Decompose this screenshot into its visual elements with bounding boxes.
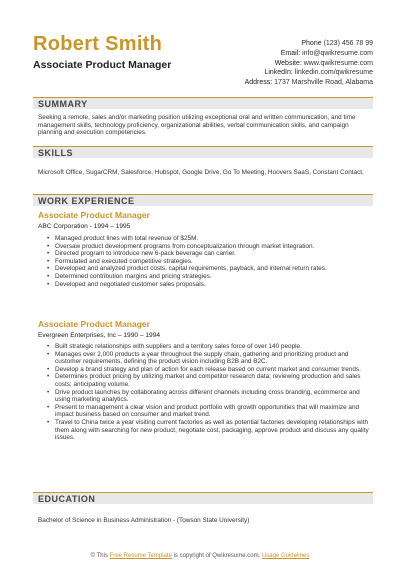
list-item: • Oversaw product development programs from conceptualization through market integration. <box>47 243 369 251</box>
list-item: • Formulated and executed competitive strategies. <box>47 258 369 266</box>
job-1-bullets <box>47 235 369 288</box>
job-2-title: Associate Product Manager <box>38 319 150 329</box>
list-item: • Built strategic relationships with suppliers and a territory sales force of over 140 people. <box>47 343 369 351</box>
skills-heading: SKILLS <box>38 148 74 158</box>
resume-header <box>33 33 373 87</box>
candidate-role: Associate Product Manager <box>33 59 172 71</box>
experience-section-header <box>33 194 373 206</box>
job-2-meta: Evergreen Enterprises, Inc – 1990 – 1994 <box>38 332 161 339</box>
job-1-title: Associate Product Manager <box>38 210 150 220</box>
list-item: • Determines product pricing by utilizing market and competitor research data; reviewing production and sales costs; anticipating volume. <box>47 373 369 388</box>
list-item: • Determined contribution margins and pricing strategies. <box>47 273 369 281</box>
list-item: • Present to management a clear vision and product portfolio with growth opportunities that will maximize and impact business based on consumer and market trend. <box>47 404 369 419</box>
skills-text: Microsoft Office, SugarCRM, Salesforce, Hubspot, Google Drive, Go To Meeting, Hoovers SaaS, Constant Contact. <box>38 169 364 176</box>
list-item: • Developed and negotiated customer sales proposals. <box>47 281 369 289</box>
list-item: • Drive product launches by collaborating across different channels including cross branding, ecommerce and using marketing analytics. <box>47 389 369 404</box>
summary-heading: SUMMARY <box>38 99 88 109</box>
candidate-name: Robert Smith <box>33 33 163 55</box>
education-heading: EDUCATION <box>38 494 96 504</box>
list-item: • Manages over 2,000 products a year throughout the supply chain, gathering and prioritizing product and customer requirements, defining the product vision including B2B and B2C. <box>47 351 369 366</box>
usage-guidelines-link[interactable]: Usage Guidelines <box>261 553 310 559</box>
job-2-bullets <box>47 343 369 442</box>
job-1-meta: ABC Corporation - 1994 – 1995 <box>38 223 131 230</box>
list-item: • Develop a brand strategy and plan of action for each release based on current market and consumer trends. <box>47 366 369 374</box>
list-item: • Developed and analyzed product costs, capital requirements, payback, and internal return rates. <box>47 265 369 273</box>
list-item: • Managed product lines with total revenue of $25M. <box>47 235 369 243</box>
experience-heading: WORK EXPERIENCE <box>38 196 135 206</box>
education-section-header <box>33 492 373 504</box>
contact-address: Address: 1737 Marshville Road, Alabama <box>244 79 373 87</box>
summary-section-header <box>33 97 373 109</box>
education-text: Bachelor of Science in Business Administration - (Towson State University) <box>38 517 250 524</box>
summary-text: Seeking a remote, sales and/or marketing position utilizing exceptional oral and written communication, and time management skills, technology proficiency, organizational abilities, verbal communication skills, and campaign planning and execution competencies. <box>38 114 356 137</box>
list-item: • Directed program to introduce new 6-pack beverage can carrier. <box>47 250 369 258</box>
contact-website: Website: www.qwikresume.com <box>274 59 373 67</box>
contact-linkedin: LinkedIn: linkedin.com/qwikresume <box>264 69 373 77</box>
skills-section-header <box>33 146 373 158</box>
free-resume-template-link[interactable]: Free Resume Template <box>109 553 172 559</box>
page-footer: © This Free Resume Template is copyright of Qwikresume.com. Usage Guidelines <box>90 553 310 559</box>
contact-block <box>245 39 373 88</box>
list-item: • Travel to China twice a year visiting current factories as well as potential factories developing relationships with them along with searching for new product, negotiate cost, packaging, approve product and discuss any quality issues. <box>47 419 369 442</box>
contact-phone: Phone (123) 456 78 99 <box>301 40 373 47</box>
contact-email: Email: info@qwikresume.com <box>280 49 373 57</box>
